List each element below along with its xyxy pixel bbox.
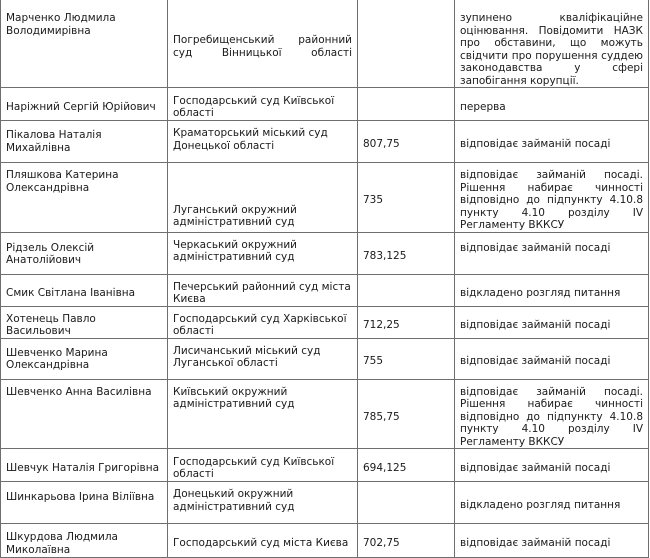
decision-text: зупинено кваліфікаційне оцінювання. Повідомити НАЗК про обставини, що можуть свідчити про порушення суддею законодавства у сфері запобігання корупції. [455,0,649,88]
decision-text: відповідає займаній посаді [455,524,649,558]
score-value: 694,125 [358,449,455,482]
judge-name: Шевченко Марина Олександрівна [1,338,168,379]
decision-text: відповідає займаній посаді [455,121,649,163]
table-row [1,121,649,163]
decision-text: відповідає займаній посаді. Рішення набирає чинності відповідно до підпункту 4.10.8 пункту 4.10 розділу IV Регламенту ВККСУ [455,163,649,233]
score-value: 755 [358,338,455,379]
judge-name: Хотенець Павло Васильович [1,306,168,338]
court-name: Погребищенський районний суд Вінницької області [168,0,358,88]
score-value: 735 [358,163,455,233]
judge-name: Нарiжний Сергiй Юрiйович [1,88,168,121]
court-name: Черкаський окружний адміністративний суд [168,232,358,274]
decision-text: перерва [455,88,649,121]
court-name: Господарський суд Київської області [168,88,358,121]
score-value [358,0,455,88]
decision-text: відповідає займаній посаді [455,449,649,482]
table-row [1,379,649,449]
judge-name: Марченко Людмила Володимирівна [1,0,168,88]
court-name: Печерський районний суд міста Києва [168,274,358,306]
table-row [1,0,649,88]
decision-text: відповідає займаній посаді [455,338,649,379]
judge-name: Шинкарьова Ірина Віліївна [1,482,168,524]
court-name: Київський окружний адміністративний суд [168,379,358,449]
table-row [1,163,649,233]
court-name: Донецький окружний адміністративний суд [168,482,358,524]
judge-name: Шкурдова Людмила Миколаївна [1,524,168,558]
court-name: Краматорський міський суд Донецької області [168,121,358,163]
decision-text: відповідає займаній посаді. Рішення набирає чинності відповідно до підпункту 4.10.8 пункту 4.10 розділу IV Регламенту ВККСУ [455,379,649,449]
score-value: 712,25 [358,306,455,338]
court-name: Лисичанський міський суд Луганської області [168,338,358,379]
table-row [1,306,649,338]
score-value: 783,125 [358,232,455,274]
table-row [1,524,649,558]
table-row [1,274,649,306]
judge-name: Смик Світлана Іванівна [1,274,168,306]
judge-name: Пікалова Наталія Михайлівна [1,121,168,163]
court-name: Господарський суд Харківської області [168,306,358,338]
score-value [358,88,455,121]
table-row [1,338,649,379]
table-row [1,88,649,121]
table-row [1,449,649,482]
decision-text: відкладено розгляд питання [455,274,649,306]
score-value: 702,75 [358,524,455,558]
court-name: Луганський окружний адміністративний суд [168,163,358,233]
court-name: Господарський суд Київської області [168,449,358,482]
score-value: 807,75 [358,121,455,163]
judge-name: Шевченко Анна Василівна [1,379,168,449]
decision-text: відкладено розгляд питання [455,482,649,524]
table-row [1,482,649,524]
decision-text: відповідає займаній посаді [455,306,649,338]
court-name: Господарський суд міста Києва [168,524,358,558]
decision-text: відповідає займаній посаді [455,232,649,274]
score-value: 785,75 [358,379,455,449]
score-value [358,482,455,524]
judge-name: Шевчук Наталія Григорівна [1,449,168,482]
judge-name: Пляшкова Катерина Олександрівна [1,163,168,233]
table-row [1,232,649,274]
judge-name: Рідзель Олексій Анатолійович [1,232,168,274]
score-value [358,274,455,306]
